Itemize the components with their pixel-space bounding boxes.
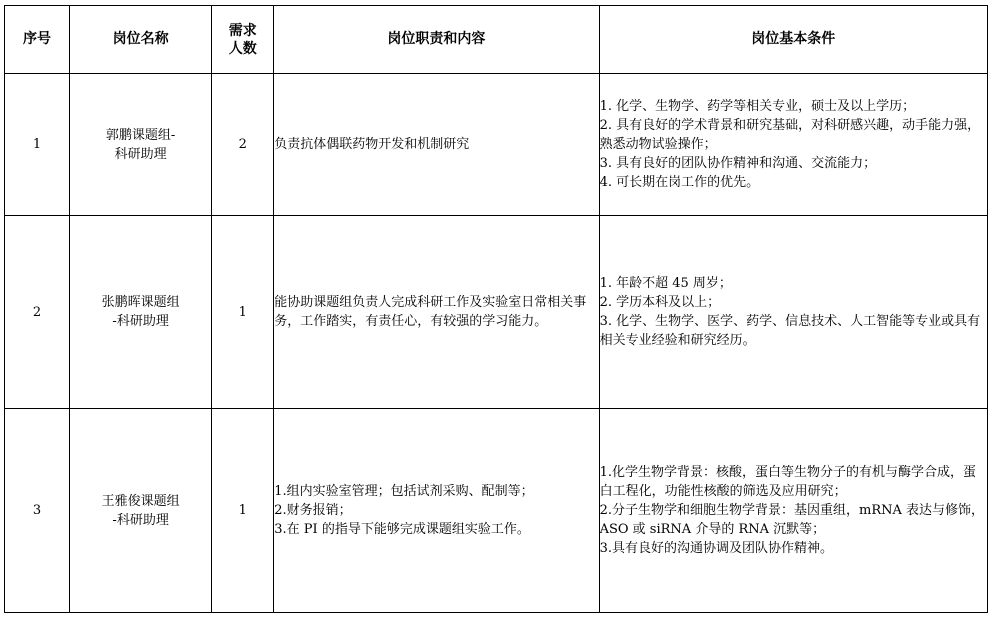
position-name-line: -科研助理 (112, 512, 169, 528)
row-requirements (599, 216, 987, 409)
row-count: 1 (212, 216, 274, 409)
row-seq: 1 (5, 74, 70, 216)
row-duty (274, 409, 599, 613)
row-position-name (70, 74, 212, 216)
table-row (5, 409, 988, 613)
header-count (212, 6, 274, 74)
duty-line: 负责抗体偶联药物开发和机制研究 (274, 137, 470, 152)
requirement-line: 1.化学生物学背景：核酸，蛋白等生物分子的有机与酶学合成，蛋白工程化，功能性核酸的筛选及应用研究； (599, 465, 976, 499)
duty-line: 能协助课题组负责人完成科研工作及实验室日常相关事务，工作踏实，有责任心，有较强的学习能力。 (274, 295, 587, 329)
requirement-line: 3. 具有良好的团队协作精神和沟通、交流能力； (599, 156, 877, 171)
row-position-name (70, 409, 212, 613)
row-seq: 3 (5, 409, 70, 613)
row-requirements (599, 74, 987, 216)
requirement-line: 2. 具有良好的学术背景和研究基础，对科研感兴趣，动手能力强，熟悉动物试验操作； (599, 118, 981, 152)
duty-line: 1.组内实验室管理；包括试剂采购、配制等； (274, 484, 534, 499)
row-duty (274, 74, 599, 216)
requirement-line: 2.分子生物学和细胞生物学背景：基因重组，mRNA 表达与修饰，ASO 或 siRNA 介导的 RNA 沉默等； (599, 503, 985, 537)
requirement-line: 1. 年龄不超 45 周岁； (599, 276, 732, 291)
requirement-line: 4. 可长期在岗工作的优先。 (599, 175, 760, 190)
row-duty (274, 216, 599, 409)
position-name-line: 王雅俊课题组 (101, 493, 180, 509)
table-row (5, 216, 988, 409)
position-name-line: 科研助理 (114, 146, 167, 162)
header-row (5, 6, 988, 74)
job-table (4, 5, 988, 613)
header-name: 岗位名称 (70, 6, 212, 74)
position-name-line: -科研助理 (112, 314, 169, 329)
row-seq: 2 (5, 216, 70, 409)
header-count-line1: 需求 (228, 22, 257, 39)
table-row (5, 74, 988, 216)
position-name-line: 郭鹏课题组- (105, 127, 176, 143)
row-position-name (70, 216, 212, 409)
row-count: 2 (212, 74, 274, 216)
header-duty: 岗位职责和内容 (274, 6, 599, 74)
requirement-line: 3.具有良好的沟通协调及团队协作精神。 (599, 541, 833, 556)
header-requirements: 岗位基本条件 (599, 6, 987, 74)
header-seq: 序号 (5, 6, 70, 74)
duty-line: 3.在 PI 的指导下能够完成课题组实验工作。 (274, 522, 530, 537)
row-count: 1 (212, 409, 274, 613)
header-count-line2: 人数 (228, 40, 257, 57)
requirement-line: 2. 学历本科及以上； (599, 295, 721, 310)
requirement-line: 1. 化学、生物学、药学等相关专业，硕士及以上学历； (599, 99, 916, 114)
requirement-line: 3. 化学、生物学、医学、药学、信息技术、人工智能等专业或具有相关专业经验和研究经历。 (599, 314, 981, 348)
position-name-line: 张鹏晖课题组 (101, 295, 180, 310)
duty-line: 2.财务报销； (274, 503, 352, 518)
row-requirements (599, 409, 987, 613)
